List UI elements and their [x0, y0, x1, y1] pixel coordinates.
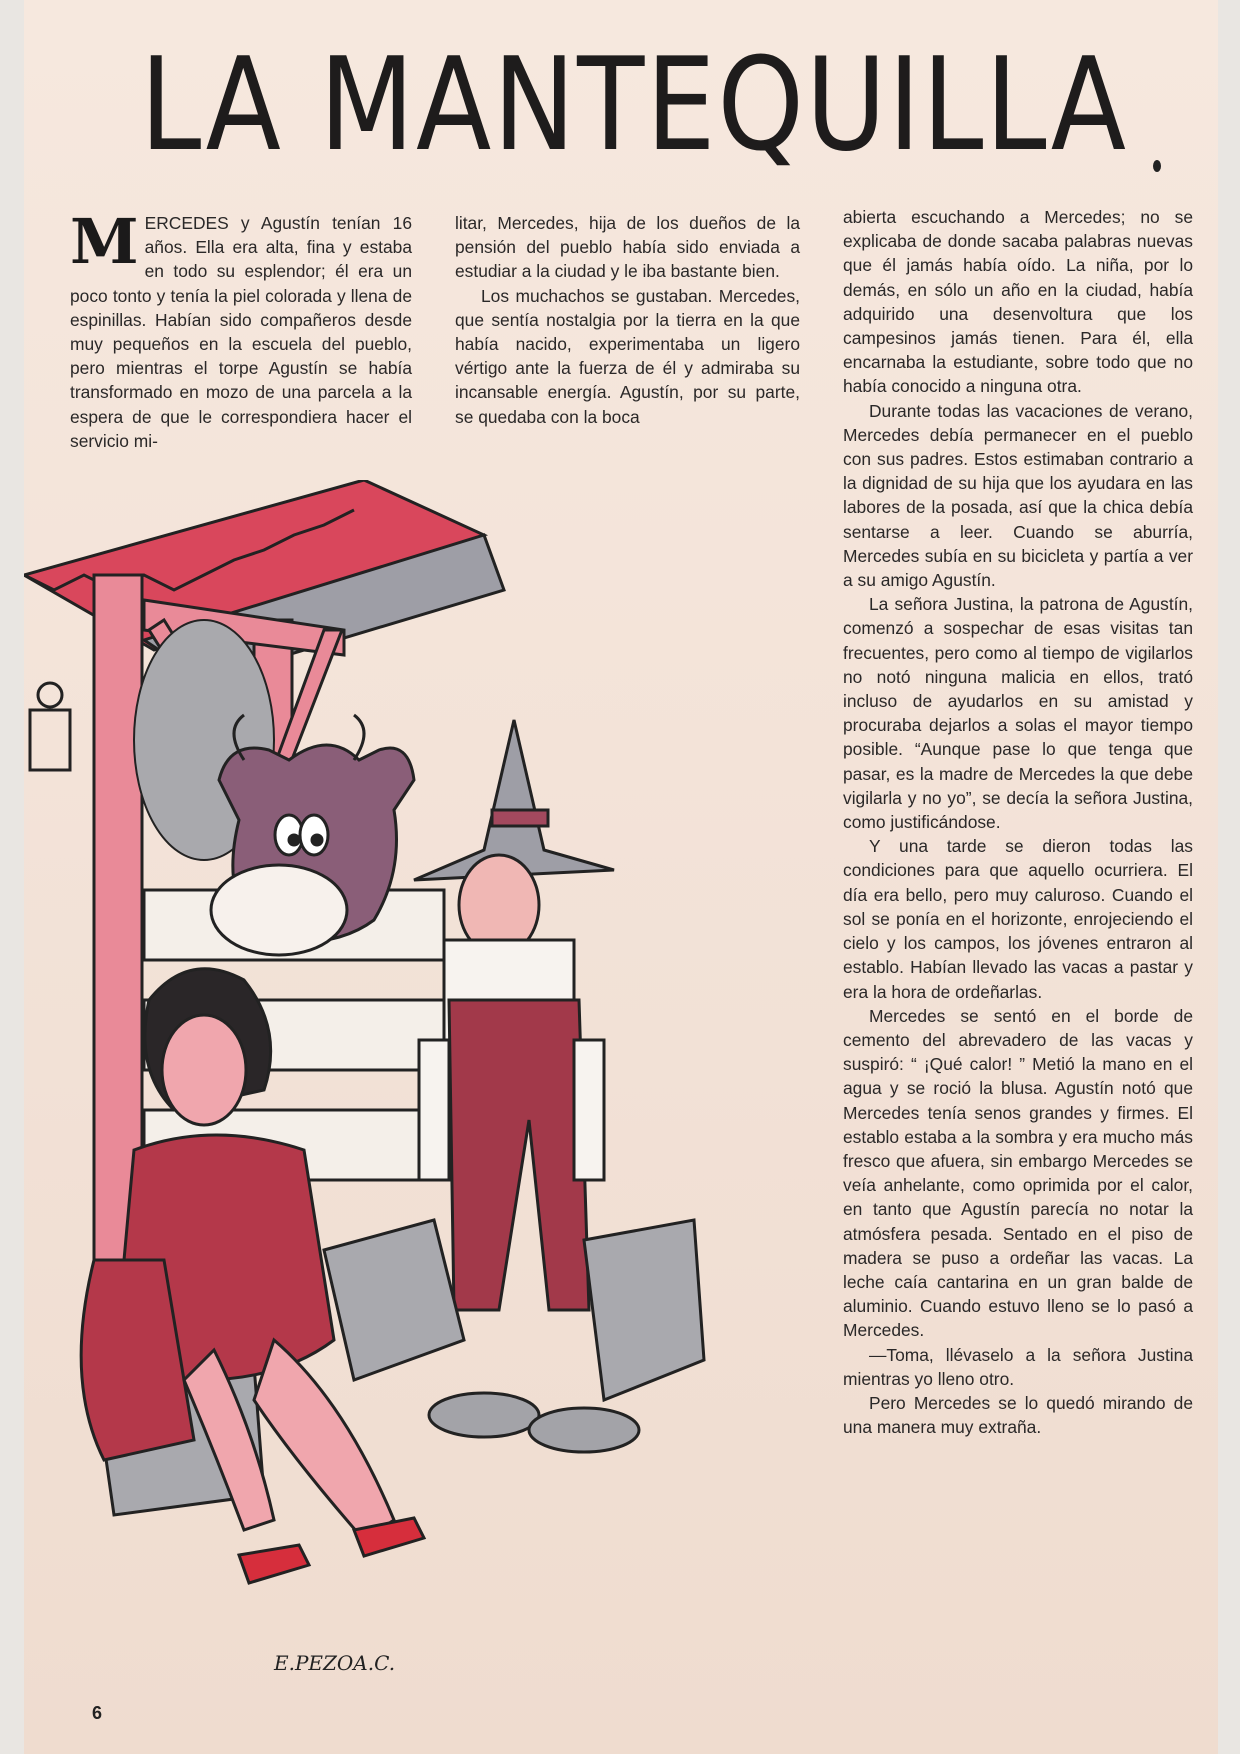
page-edge-right: [1218, 0, 1240, 1754]
paragraph: Durante todas las vacaciones de verano, Mercedes debía permanecer en el pueblo con sus padres. Estos estimaban contrario a la dignidad de su hija que los ayudara en las labores de la posada, así que la chica debía sentarse a leer. Cuando se aburría, Mercedes subía en su bicicleta y partía a ver a su amigo Agustín.: [843, 400, 1193, 591]
text-column-3: [843, 205, 1193, 1439]
ink-dot: [1153, 160, 1161, 172]
paragraph: litar, Mercedes, hija de los dueños de la pensión del pueblo había sido enviada a estudiar a la ciudad y le iba bastante bien.: [455, 213, 800, 282]
page-edge-left: [0, 0, 24, 1754]
barn-illustration: [24, 480, 844, 1705]
paragraph: —Toma, llévaselo a la señora Justina mientras yo lleno otro.: [843, 1344, 1193, 1389]
drop-cap: M: [70, 205, 139, 278]
paragraph: Pero Mercedes se lo quedó mirando de una manera muy extraña.: [843, 1392, 1193, 1438]
lantern: [30, 683, 70, 770]
illustrator-signature: E.PEZOA.C.: [274, 1651, 396, 1675]
paragraph: MERCEDES y Agustín tenían 16 años. Ella era alta, fina y estaba en todo su esplendor; él era un poco tonto y tenía la piel colorada y llena de espinillas. Habían sido compañeros desde muy pequeños en la escuela del pueblo, pero mientras el torpe Agustín se había transformado en mozo de una parcela a la espera de que le correspondiera hacer el servicio mi-: [70, 205, 412, 451]
paragraph: abierta escuchando a Mercedes; no se explicaba de donde sacaba palabras nuevas que él jamás había oído. La niña, por lo demás, en sólo un año en la ciudad, había adquirido una desenvoltura que los campesinos jamás tienen. Para él, ella encarnaba la estudiante, sobre todo que no había conocido a ninguna otra.: [843, 207, 1193, 397]
paragraph: Mercedes se sentó en el borde de cemento del abrevadero de las vacas y suspiró: “ ¡Qué calor! ” Metió la mano en el agua y se roció la blusa. Agustín notó que Mercedes tenía senos grandes y firmes. El establo estaba a la sombra y era mucho más fresco que afuera, sin embargo Mercedes se veía anhelante, como oprimida por el calor, en tanto que Agustín parecía no notar la atmósfera pesada. Sentado en el piso de madera se puso a ordeñar las vacas. La leche caía cantarina en un gran balde de aluminio. Cuando estuvo lleno se lo pasó a Mercedes.: [843, 1005, 1193, 1341]
story-title: LA MANTEQUILLA: [140, 31, 1128, 180]
page-number: 6: [92, 1703, 103, 1723]
paragraph: Los muchachos se gustaban. Mercedes, que sentía nostalgia por la tierra en la que había nacido, experimentaba un ligero vértigo ante la fuerza de él y admiraba su incansable energía. Agustín, por su parte, se quedaba con la boca: [455, 285, 800, 427]
paragraph: Y una tarde se dieron todas las condiciones para que aquello ocurriera. El día era bello, pero muy caluroso. Cuando el sol se ponía en el horizonte, enrojeciendo el cielo y los campos, los jóvenes entraron al establo. Habían llevado las vacas a pastar y era la hora de ordeñarlas.: [843, 836, 1193, 1002]
text-column-2: [455, 211, 800, 429]
text-column-1: [70, 205, 412, 453]
paragraph: La señora Justina, la patrona de Agustín, comenzó a sospechar de esas visitas tan frecuentes, pero como al tiempo de vigilarlos no notó ninguna malicia en ellos, trató incluso de ayudarlos en su amistad y procuraba dejarlos a solas el mayor tiempo posible. “Aunque pase lo que tenga que pasar, es la madre de Mercedes la que debe vigilarla y no yo”, se decía la señora Justina, como justificándose.: [843, 594, 1193, 833]
